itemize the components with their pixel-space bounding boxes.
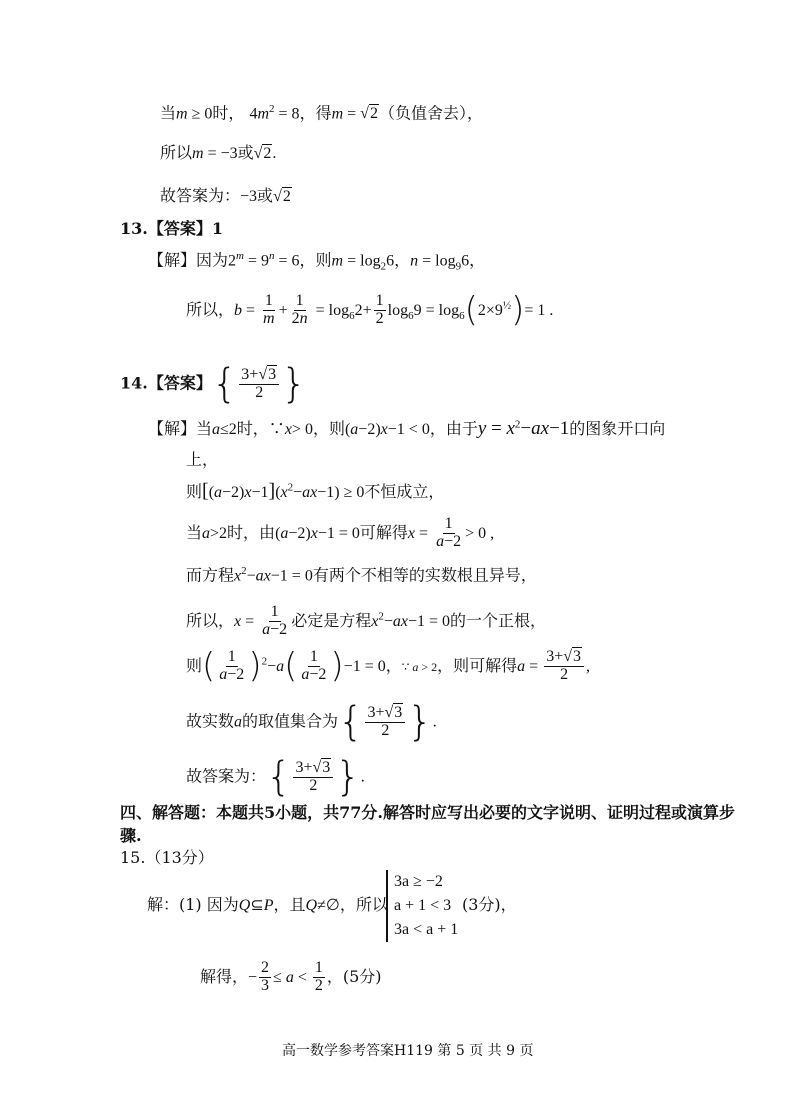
text: 的一个正根，	[450, 610, 547, 630]
text: 或	[237, 143, 254, 162]
text: 的图象开口向	[569, 419, 666, 438]
text: 所以	[160, 143, 193, 162]
q14-answer: 故答案为：{ $\frac{3+√3}{2}$ }.	[186, 754, 365, 800]
text: 解：(1) 因为	[147, 895, 239, 914]
text: ，所以	[339, 895, 388, 914]
q14-up: 上，	[186, 450, 219, 469]
text: 解得，	[200, 966, 249, 986]
text: 故实数	[186, 711, 235, 731]
system-eq-2: a + 1 < 3	[394, 897, 452, 914]
text: ，则	[312, 419, 345, 438]
line-so-m: 所以m = −3或√2.	[160, 143, 277, 162]
system-eq-1: 3a ≥ −2	[394, 873, 443, 890]
q15-system	[386, 870, 458, 942]
text: ，由于	[429, 419, 478, 438]
text: ，	[385, 655, 402, 675]
page-footer: 高一数学参考答案H119 第 5 页 共 9 页	[282, 1043, 534, 1059]
text: 当	[160, 103, 177, 123]
line-answer-12: 故答案为：−3或√2	[160, 186, 291, 205]
q14-heading: 14.【答案】{ $\frac{3+√3}{2}$ }	[120, 361, 307, 407]
text: 所以，	[186, 610, 235, 630]
text: 则	[186, 482, 203, 501]
text: ，则	[299, 250, 332, 270]
text: ，则可解得	[437, 655, 518, 675]
section4-heading-line1: 四、解答题：本题共5小题，共77分.解答时应写出必要的文字说明、证明过程或演算步	[120, 803, 735, 822]
text: 不恒成立，	[364, 482, 445, 501]
text: 可解得	[359, 522, 408, 542]
text: 有两个不相等的实数根且异号，	[312, 565, 537, 585]
text: 时，∵	[236, 419, 285, 438]
text: 则	[186, 655, 203, 675]
text: ，	[394, 250, 411, 270]
line-m-positive: 当m ≥ 0时， $4m^2 = 8$，得m = √2（负值舍去），	[160, 103, 483, 123]
text: 必定是方程	[291, 610, 372, 630]
q14-then: 则$[(a-2)x-1](x^2-ax-1) \ge 0$不恒成立，	[186, 480, 445, 502]
system-eq-3: 3a < a + 1	[394, 921, 459, 938]
text: 的取值集合为	[242, 711, 339, 731]
text: ，	[469, 250, 486, 270]
text: 时，由	[227, 522, 276, 542]
text: （负值舍去），	[378, 103, 483, 123]
q14-when: 当a>2时，由(a−2)x−1 = 0可解得x = $\frac{1}{a-2}$ > 0 ,	[186, 515, 495, 550]
text: 故答案为：	[186, 766, 267, 786]
q14-solution: 【解】当a≤2时，∵x> 0，则(a−2)x−1 < 0，由于$y = x^2-ax-1$的图象开口向	[148, 418, 666, 439]
q15-heading: 15.（13分）	[120, 848, 214, 867]
text: 或	[257, 186, 274, 205]
q13-heading: 13.【答案】1	[120, 219, 223, 238]
q15-solved: 解得，− $\frac{2}{3}$ ≤ a < $\frac{1}{2}$ ，(5分)	[200, 959, 382, 994]
text: 【解】当	[148, 419, 213, 438]
text: ，且	[273, 895, 306, 914]
q14-then2: 则( $\frac{1}{a-2}$ )$^2$−a( $\frac{1}{a-2}$ )−1 = 0，∵ a > 2，则可解得a = $\frac{3+√3}{2}$ ,	[186, 646, 591, 686]
text: 【解】因为	[148, 250, 229, 270]
q15-score: (3分)，	[462, 895, 517, 914]
text: 所以，	[186, 299, 235, 319]
q14-eq: 而方程$x^2-ax-1 = 0$有两个不相等的实数根且异号，	[186, 565, 537, 585]
text: 故答案为：	[160, 186, 241, 205]
text: 14.【答案】	[120, 373, 212, 393]
text: 当	[186, 522, 203, 542]
q13-so: 所以，b = $\frac{1}{m}$ + $\frac{1}{2n}$ = $\log_62+$ $\frac{1}{2}$ $\log_69 = \log_6(2\times 9^{\frac{1}{2}})= 1$ .	[186, 290, 554, 330]
text: 时，	[212, 103, 245, 123]
q14-set: 故实数a的取值集合为{ $\frac{3+√3}{2}$ }.	[186, 699, 437, 745]
text: ，(5分)	[326, 966, 382, 986]
q13-solution: 【解】因为$2^m = 9^n = 6$，则$m = \log_26$，$n = \log_96$，	[148, 250, 486, 273]
q15-solution: 解：(1) 因为Q⊆P，且Q≠∅，所以	[147, 895, 388, 914]
text: ，得	[299, 103, 332, 123]
section4-heading-line2: 骤.	[120, 826, 142, 845]
text: 而方程	[186, 565, 235, 585]
q14-so: 所以，x = $\frac{1}{a-2}$ 必定是方程$x^2-ax-1 = 0$的一个正根，	[186, 603, 547, 638]
